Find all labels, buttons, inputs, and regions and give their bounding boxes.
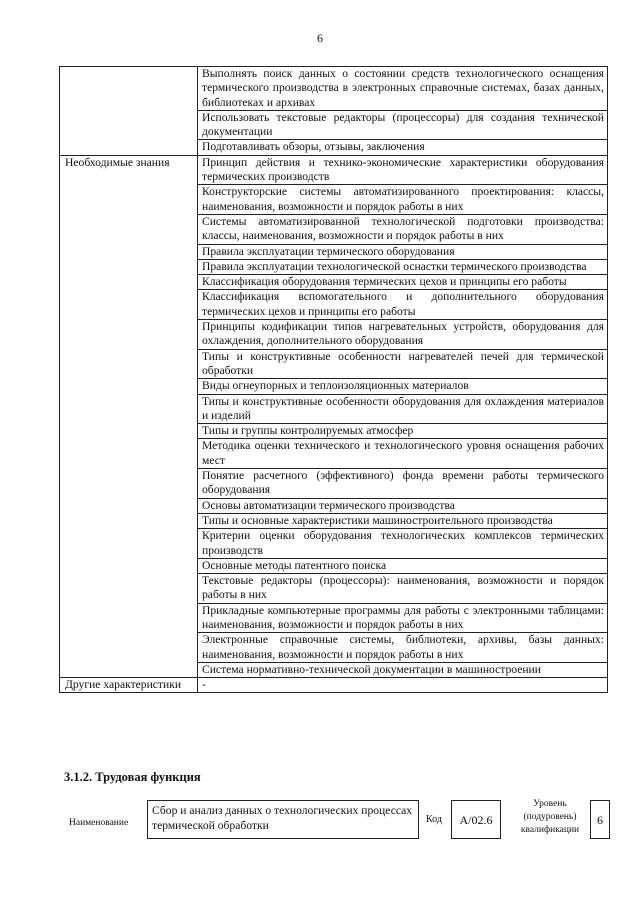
- level-label: Уровень (подуровень) квалификации: [520, 799, 580, 835]
- row-label: [60, 67, 198, 156]
- section-title: 3.1.2. Трудовая функция: [64, 770, 201, 784]
- table-cell: Критерии оценки оборудования технологических комплексов термических производств: [198, 529, 608, 559]
- table-cell: Конструкторские системы автоматизированного проектирования: классы, наименования, возможности и порядок работы в них: [198, 185, 608, 215]
- table-cell: Прикладные компьютерные программы для работы с электронными таблицами: наименования, возможности и порядок работы в них: [198, 603, 608, 633]
- table-cell: Типы и конструктивные особенности оборудования для охлаждения материалов и изделий: [198, 394, 608, 424]
- table-cell: Основные методы патентного поиска: [198, 558, 608, 573]
- page-number: 6: [317, 31, 323, 45]
- code-label: Код: [426, 814, 442, 825]
- table-cell: Система нормативно-технической документации в машиностроении: [198, 662, 608, 677]
- table-cell: Подготавливать обзоры, отзывы, заключения: [198, 140, 608, 155]
- table-cell: -: [198, 678, 608, 693]
- table-cell: Типы и основные характеристики машиностроительного производства: [198, 513, 608, 528]
- level-value: 6: [590, 800, 610, 839]
- requirements-table: [59, 66, 608, 693]
- table-row: [60, 155, 608, 185]
- table-cell: Классификация оборудования термических цехов и принципы его работы: [198, 275, 608, 290]
- table-cell: Правила эксплуатации технологической оснастки термического производства: [198, 259, 608, 274]
- table-cell: Использовать текстовые редакторы (процессоры) для создания технической документации: [198, 110, 608, 140]
- name-label: Наименование: [69, 818, 129, 828]
- table-cell: Принцип действия и технико-экономические характеристики оборудования термических производств: [198, 155, 608, 185]
- table-cell: Классификация вспомогательного и дополнительного оборудования термических цехов и принципы его работы: [198, 290, 608, 320]
- table-cell: Текстовые редакторы (процессоры): наименования, возможности и порядок работы в них: [198, 574, 608, 604]
- table-cell: Системы автоматизированной технологической подготовки производства: классы, наименования, возможности и порядок работы в них: [198, 214, 608, 244]
- table-cell: Типы и группы контролируемых атмосфер: [198, 424, 608, 439]
- table-cell: Понятие расчетного (эффективного) фонда времени работы термического оборудования: [198, 469, 608, 499]
- row-label: Необходимые знания: [60, 155, 198, 677]
- table-cell: Принципы кодификации типов нагревательных устройств, оборудования для охлаждения, дополнительного оборудования: [198, 320, 608, 350]
- table-cell: Типы и конструктивные особенности нагревателей печей для термической обработки: [198, 349, 608, 379]
- table-cell: Методика оценки технического и технологического уровня оснащения рабочих мест: [198, 439, 608, 469]
- code-value: A/02.6: [451, 800, 501, 839]
- name-value: Сбор и анализ данных о технологических процессах термической обработки: [147, 800, 419, 839]
- labor-function-header: [59, 795, 619, 857]
- table-cell: Основы автоматизации термического производства: [198, 498, 608, 513]
- table-cell: Выполнять поиск данных о состоянии средств технологического оснащения термического производства в электронных справочные системах, базах данных, библиотеках и архивах: [198, 67, 608, 111]
- table-cell: Виды огнеупорных и теплоизоляционных материалов: [198, 379, 608, 394]
- table-cell: Электронные справочные системы, библиотеки, архивы, базы данных: наименования, возможности и порядок работы в них: [198, 633, 608, 663]
- table-cell: Правила эксплуатации термического оборудования: [198, 244, 608, 259]
- table-row: [60, 678, 608, 693]
- row-label: Другие характеристики: [60, 678, 198, 693]
- table-row: [60, 67, 608, 111]
